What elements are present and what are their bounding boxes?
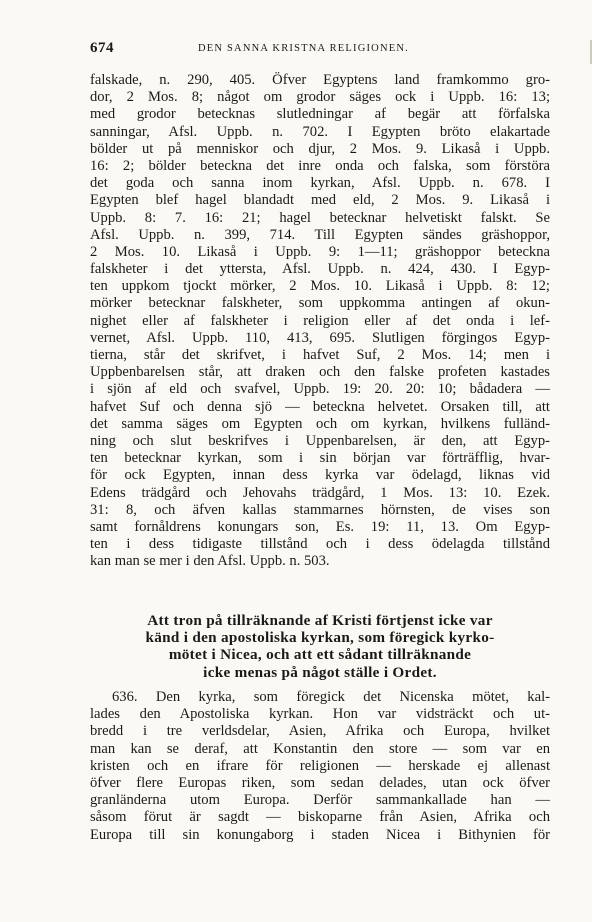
text-line: ten uppkom tjockt mörker, 2 Mos. 10. Likaså i Uppb. 8: 12; <box>90 278 550 295</box>
text-line: det samma säges om Egypten och om kyrkan, hvilkens fulländ- <box>90 415 550 432</box>
text-line: dor, 2 Mos. 8; något om grodor säges ock i Uppb. 16: 13; <box>90 89 550 106</box>
text-line: 31: 8, och äfven kallas stammarnes hörnsten, de vises son <box>90 501 550 518</box>
text-line: ning och slut beskrifves i Uppenbarelsen, är den, att Egyp- <box>90 432 550 449</box>
text-line: nighet eller af falskheter i religion eller af det onda i lef- <box>90 312 550 329</box>
text-line: Uppb. 8: 7. 16: 21; hagel betecknar helvetiskt falskt. Se <box>90 209 550 226</box>
text-line: mörker betecknar falskheter, som uppkomma antingen af okun- <box>90 295 550 312</box>
text-line: falskade, n. 290, 405. Öfver Egyptens land framkommo gro- <box>90 72 550 88</box>
text-line: kristen och en ifrare för religionen — herskade ej allenast <box>90 757 550 774</box>
section-paragraph-636 <box>90 689 550 844</box>
text-line: 636. Den kyrka, som föregick det Nicenska mötet, kal- <box>112 689 550 705</box>
text-line: med grodor betecknas slutledningar af begär att förfalska <box>90 106 550 123</box>
heading-line: Att tron på tillräknande af Kristi förtjenst icke var <box>147 612 493 629</box>
running-head: DEN SANNA KRISTNA RELIGIONEN. <box>198 43 409 54</box>
text-line: kan man se mer i den Afsl. Uppb. n. 503. <box>90 553 330 570</box>
text-line: Edens trädgård och Jehovahs trädgård, 1 Mos. 13: 10. Ezek. <box>90 484 550 501</box>
section-heading <box>90 612 550 681</box>
text-line: vernet, Afsl. Uppb. 110, 413, 695. Slutligen förgingos Egyp- <box>90 329 550 346</box>
text-line: 16: 2; bölder beteckna det inre onda och falska, som förstöra <box>90 157 550 174</box>
text-line: samt fornåldrens konungars son, Es. 19: 11, 13. Om Egyp- <box>90 518 550 535</box>
text-line: sanningar, Afsl. Uppb. n. 702. I Egypten bröto elakartade <box>90 123 550 140</box>
text-line: Uppbenbarelsen står, att draken och den falske profeten kastades <box>90 364 550 381</box>
text-line: tierna, står det skrifvet, i hafvet Suf, 2 Mos. 14; men i <box>90 347 550 363</box>
page-number: 674 <box>90 40 114 56</box>
body-paragraph <box>90 72 550 570</box>
text-line: man kan se deraf, att Konstantin den store — som var en <box>90 740 550 757</box>
heading-line: icke menas på något ställe i Ordet. <box>203 663 437 681</box>
text-line: falskheter i det yttersta, Afsl. Uppb. n. 424, 430. I Egyp- <box>90 261 550 278</box>
text-line: granländerna utom Europa. Derför sammankallade han — <box>90 792 550 809</box>
text-line: ten betecknar kyrkan, som i sin början var förträfflig, hvar- <box>90 450 550 467</box>
text-line: Afsl. Uppb. n. 399, 714. Till Egypten sändes gräshoppor, <box>90 226 550 243</box>
heading-line: mötet i Nicea, och att ett sådant tillräknande <box>168 646 472 664</box>
text-line: bredd i tre verldsdelar, Asien, Afrika och Europa, hvilket <box>90 723 550 740</box>
heading-line: känd i den apostoliska kyrkan, som föregick kyrko- <box>145 629 495 647</box>
text-line: bölder ut på menniskor och djur, 2 Mos. 9. Likaså i Uppb. <box>90 140 550 157</box>
text-line: i sjön af eld och svafvel, Uppb. 19: 20. 20: 10; bådadera — <box>90 381 550 398</box>
page-header <box>90 40 550 60</box>
text-line: Egypten blef hagel blandadt med eld, 2 Mos. 9. Likaså i <box>90 192 550 209</box>
text-line: 2 Mos. 10. Likaså i Uppb. 9: 1—11; gräshoppor beteckna <box>90 243 550 260</box>
text-line: hafvet Suf och denna sjö — beteckna helvetet. Orsaken till, att <box>90 398 550 415</box>
text-line: lades den Apostoliska kyrkan. Hon var vidsträckt och ut- <box>90 706 550 723</box>
text-line: Europa till sin konungaborg i staden Nicea i Bithynien för <box>90 826 550 843</box>
text-line: öfver flere Europas riken, som sedan delades, utan ock öfver <box>90 774 550 791</box>
text-line: såsom förut är sagdt — biskoparne från Asien, Afrika och <box>90 809 550 826</box>
text-line: ten i dess tidigaste tillstånd och i dess ödelagda tillstånd <box>90 536 550 553</box>
text-line: det goda och sanna inom kyrkan, Afsl. Uppb. n. 678. I <box>90 175 550 192</box>
text-line: för ock Egypten, innan dess kyrka var ödelagd, liknas vid <box>90 467 550 484</box>
